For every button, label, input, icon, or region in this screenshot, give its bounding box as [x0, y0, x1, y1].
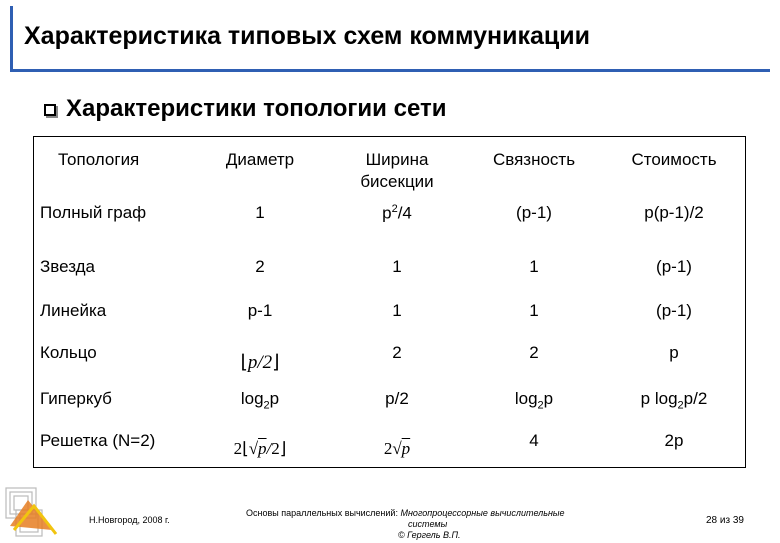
star-cost: (p-1) — [656, 257, 692, 276]
footer-course-line1: Основы параллельных вычислений: Многопроцессорные вычислительные — [246, 508, 565, 518]
mesh-diameter-formula: 2⌊√p/2⌋ — [233, 439, 287, 458]
hypercube-cost: p $\log_2p/2$ — [640, 389, 708, 412]
header-topology: Топология — [58, 150, 140, 169]
mesh-connectivity: 4 — [529, 431, 539, 450]
row-name-full-graph: Полный граф — [40, 203, 147, 222]
row-name-mesh: Решетка (N=2) — [40, 431, 156, 450]
mesh-bisection-formula: 2√p — [383, 439, 411, 458]
line-connectivity: 1 — [529, 301, 539, 320]
slide-title: Характеристика типовых схем коммуникации — [24, 22, 591, 50]
row-name-hypercube: Гиперкуб — [40, 389, 112, 408]
header-diameter: Диаметр — [225, 150, 295, 169]
full-graph-bisection: $p^2/4$ — [382, 203, 412, 223]
line-diameter: p-1 — [247, 301, 273, 320]
university-logo-icon — [4, 486, 60, 543]
hypercube-bisection: p/2 — [385, 389, 409, 408]
header-cost: Стоимость — [631, 150, 717, 169]
row-name-line: Линейка — [40, 301, 107, 320]
row-name-ring: Кольцо — [40, 343, 97, 362]
row-name-star: Звезда — [40, 257, 95, 276]
footer-location-date: Н.Новгород, 2008 г. — [89, 515, 170, 525]
full-graph-cost: p(p-1)/2 — [644, 203, 704, 222]
ring-connectivity: 2 — [529, 343, 539, 362]
full-graph-connectivity: (p-1) — [516, 203, 552, 222]
topology-table — [33, 136, 746, 468]
full-graph-diameter: 1 — [255, 203, 265, 222]
ring-cost: p — [669, 343, 679, 362]
line-cost: (p-1) — [656, 301, 692, 320]
header-bisection-line1: Ширина — [365, 150, 429, 169]
star-diameter: 2 — [255, 257, 265, 276]
header-bisection-line2: бисекции — [360, 172, 434, 191]
page-number: 28 из 39 — [706, 515, 744, 526]
line-bisection: 1 — [392, 301, 402, 320]
footer-course-line2: системы — [408, 519, 448, 529]
hypercube-connectivity: $\log_2p$ — [514, 389, 554, 412]
header-connectivity: Связность — [492, 150, 576, 169]
subtitle-text: Характеристики топологии сети — [66, 95, 447, 122]
star-bisection: 1 — [392, 257, 402, 276]
mesh-cost: 2p — [664, 431, 684, 450]
footer-author: © Гергель В.П. — [398, 530, 461, 540]
square-bullet-icon — [44, 104, 56, 116]
subtitle — [44, 95, 446, 123]
hypercube-diameter: $\log_2p$ — [240, 389, 280, 412]
ring-bisection: 2 — [392, 343, 402, 362]
star-connectivity: 1 — [529, 257, 539, 276]
ring-diameter-formula: ⌊p/2⌋ — [240, 352, 280, 373]
